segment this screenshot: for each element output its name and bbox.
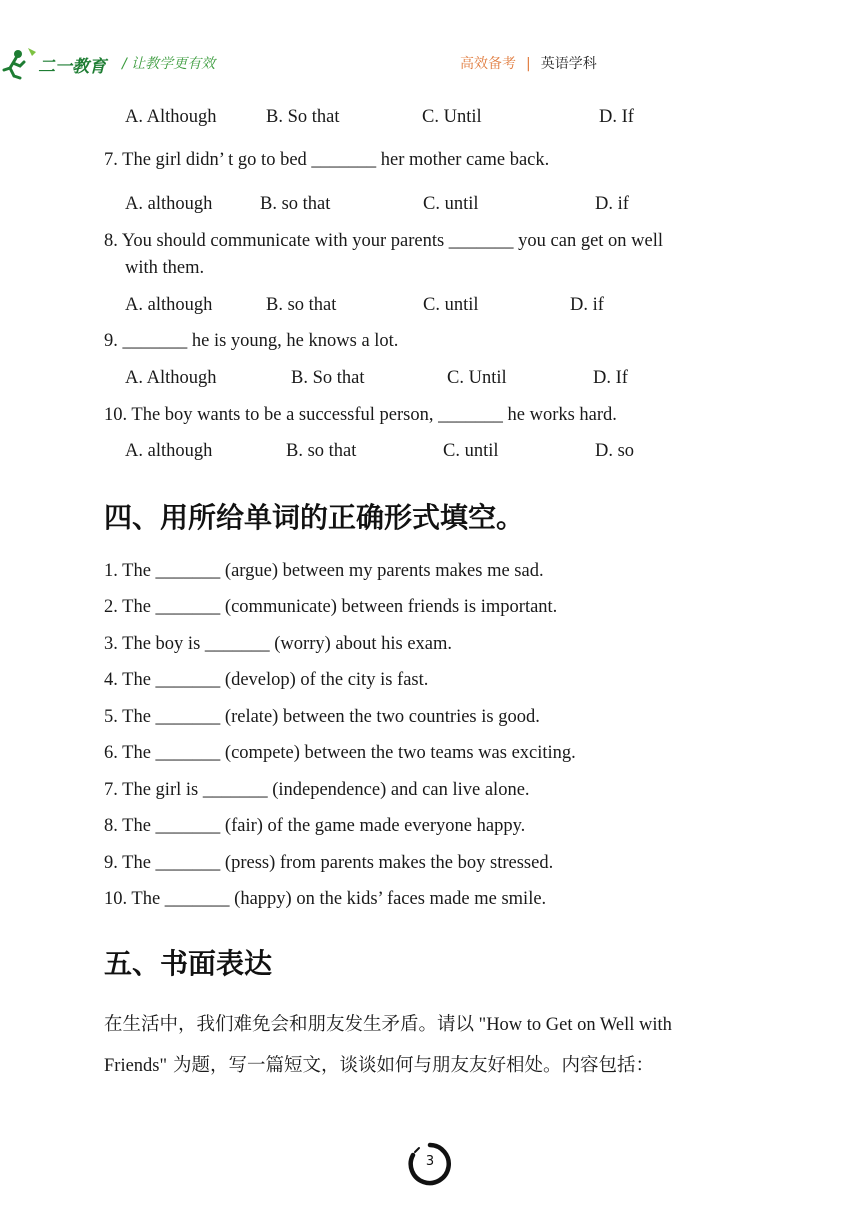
subject-tag-a: 高效备考 (460, 56, 516, 72)
logo-text: 二一教育 (38, 57, 106, 77)
q10-option-b: B. so that (286, 441, 357, 461)
q8-option-b: B. so that (266, 295, 337, 315)
q7-option-c: C. until (423, 194, 479, 214)
fill-item-4: 4. The _______ (develop) of the city is fast. (104, 670, 429, 690)
fill-item-7: 7. The girl is _______ (independence) and can live alone. (104, 780, 530, 800)
q9-option-c: C. Until (447, 368, 507, 388)
question-8-line2: with them. (125, 258, 205, 278)
question-9: 9. _______ he is young, he knows a lot. (104, 331, 399, 351)
fill-item-2: 2. The _______ (communicate) between friends is important. (104, 597, 558, 617)
q10-option-d: D. so (595, 441, 635, 461)
q10-option-a: A. although (125, 441, 213, 461)
question-8-line1: 8. You should communicate with your parents _______ you can get on well (104, 231, 664, 251)
brand-logo (2, 46, 122, 80)
question-7: 7. The girl didn’ t go to bed _______ her mother came back. (104, 150, 550, 170)
runner-icon (4, 48, 36, 78)
q6-option-c: C. Until (422, 107, 482, 127)
subject-tag-b: 英语学科 (540, 56, 597, 72)
page-number-badge (408, 1142, 452, 1186)
section-4-title: 四、用所给单词的正确形式填空。 (104, 501, 525, 534)
page-number: 3 (425, 1154, 435, 1169)
q8-option-d: D. if (570, 295, 604, 315)
header-separator: | (526, 56, 531, 72)
q8-option-c: C. until (423, 295, 479, 315)
q9-option-d: D. If (593, 368, 628, 388)
q7-option-b: B. so that (260, 194, 331, 214)
subject-label (460, 53, 597, 73)
fill-item-10: 10. The _______ (happy) on the kids’ faces made me smile. (104, 889, 547, 909)
fill-item-8: 8. The _______ (fair) of the game made everyone happy. (104, 816, 526, 836)
q9-option-a: A. Although (125, 368, 217, 388)
prompt-line1-cn: 在生活中，我们难免会和朋友发生矛盾。请以 (104, 1014, 475, 1035)
section-5-title: 五、书面表达 (104, 947, 273, 980)
question-10: 10. The boy wants to be a successful person, _______ he works hard. (104, 405, 617, 425)
fill-item-6: 6. The _______ (compete) between the two teams was exciting. (104, 743, 576, 763)
q6-option-a: A. Although (125, 107, 217, 127)
page-header (0, 44, 860, 84)
writing-prompt-line1 (104, 1012, 672, 1038)
q10-option-c: C. until (443, 441, 499, 461)
q6-option-b: B. So that (266, 107, 340, 127)
prompt-line2-en: Friends" (104, 1056, 168, 1076)
writing-prompt-line2 (104, 1053, 654, 1079)
fill-item-9: 9. The _______ (press) from parents makes the boy stressed. (104, 853, 554, 873)
slogan: / 让教学更有效 (122, 56, 216, 72)
q7-option-a: A. although (125, 194, 213, 214)
fill-item-1: 1. The _______ (argue) between my parents makes me sad. (104, 561, 544, 581)
fill-item-5: 5. The _______ (relate) between the two countries is good. (104, 707, 540, 727)
prompt-line1-en: "How to Get on Well with (474, 1015, 672, 1035)
prompt-line2-cn: 为题，写一篇短文，谈谈如何与朋友友好相处。内容包括： (167, 1055, 654, 1076)
q8-option-a: A. although (125, 295, 213, 315)
q9-option-b: B. So that (291, 368, 365, 388)
q7-option-d: D. if (595, 194, 629, 214)
fill-item-3: 3. The boy is _______ (worry) about his exam. (104, 634, 453, 654)
q6-option-d: D. If (599, 107, 634, 127)
